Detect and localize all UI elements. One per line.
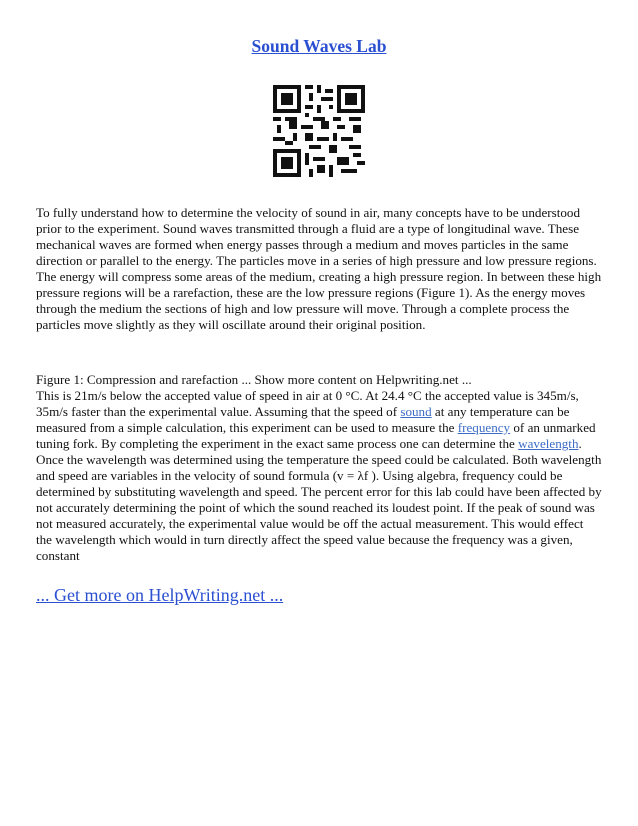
paragraph-text: To fully understand how to determine the velocity of sound in air, many concepts have to be understood prior to the experiment. Sound waves transmitted through a fluid are a type of longitudinal wave. These mechanical waves are formed when energy passes through a medium and moves particles in the same direction or parallel to the energy. The particles move in a series of high pressure and low pressure regions. The energy will compress some areas of the medium, creating a high pressure region. In between these high pressure regions will be a rarefaction, these are the low pressure regions (Figure 1). As the energy moves through the medium the sections of high and low pressure will move. Through a complete process the particles move slightly as they will oscillate around their original position. — [36, 205, 602, 332]
get-more-link[interactable]: ... Get more on HelpWriting.net ... — [36, 585, 284, 605]
results-paragraph — [36, 372, 602, 564]
document-title-link[interactable]: Sound Waves Lab — [251, 36, 387, 56]
text-segment: of an unmarked tuning fork. By completing the experiment in the exact same process one can determine the — [36, 420, 596, 451]
figure-caption-line: Figure 1: Compression and rarefaction ... Show more content on Helpwriting.net ... — [36, 372, 472, 387]
intro-paragraph — [36, 205, 602, 333]
link-frequency[interactable]: frequency — [457, 420, 511, 435]
text-segment: This is 21m/s below the accepted value of speed in air at 0 °C. At 24.4 °C the accepted value is 345m/s, 35m/s faster than the experimental value. Assuming that the speed of — [36, 388, 579, 419]
qr-code-icon — [273, 85, 365, 177]
text-segment: . Once the wavelength was determined using the temperature the speed could be calculated. Both wavelength and speed are variables in the velocity of sound formula (v = λf ). Using algebra, frequency could be determined by substituting wavelength and speed. The percent error for this lab could have been affected by not accurately determining the point of which the sound reached its loudest point. If the peak of sound was not measured accurately, the experimental value would be off the actual measurement. This would effect the wavelength which would in turn directly affect the speed value because the frequency was a given, constant — [36, 436, 602, 563]
link-sound[interactable]: sound — [400, 404, 432, 419]
text-segment: at any temperature can be measured from a simple calculation, this experiment can be used to measure the — [36, 404, 570, 435]
link-wavelength[interactable]: wavelength — [518, 436, 579, 451]
